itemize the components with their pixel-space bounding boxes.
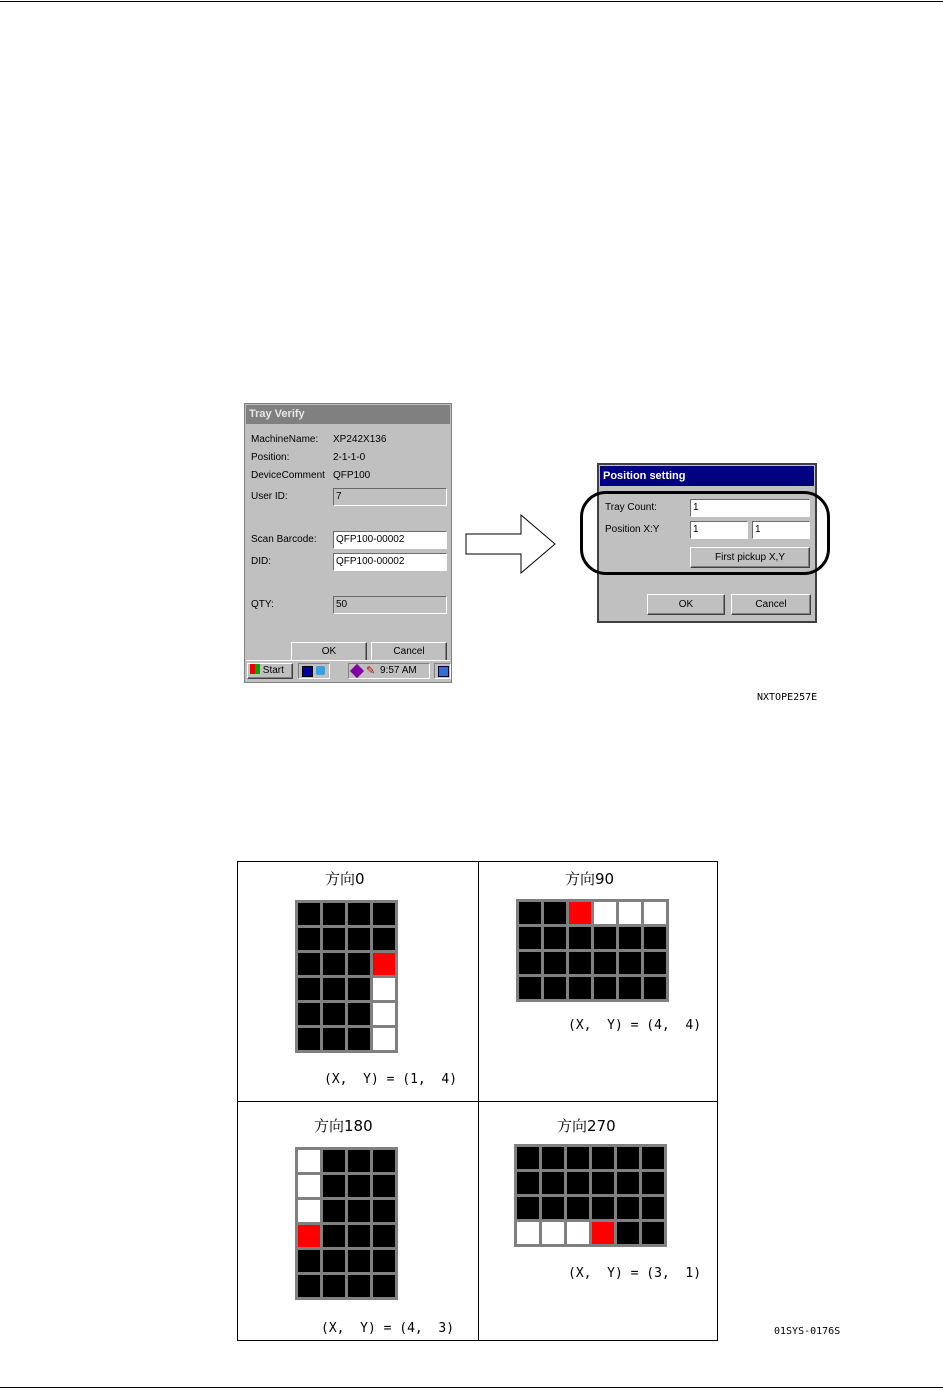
filled-cell (348, 1150, 370, 1172)
filled-cell (298, 1275, 320, 1297)
filled-cell (323, 928, 345, 950)
filled-cell (644, 927, 666, 949)
filled-cell (323, 1225, 345, 1247)
filled-cell (617, 1147, 639, 1169)
position-value: 2-1-1-0 (333, 452, 366, 463)
filled-cell (323, 1175, 345, 1197)
filled-cell (619, 977, 641, 999)
filled-cell (544, 977, 566, 999)
orientation-90-title: 方向90 (565, 870, 615, 888)
did-input[interactable]: QFP100-00002 (333, 553, 447, 571)
filled-cell (594, 927, 616, 949)
pen-input-icon[interactable]: ✎ (366, 665, 376, 677)
filled-cell (617, 1197, 639, 1219)
connection-icon[interactable] (350, 664, 364, 678)
filled-cell (569, 927, 591, 949)
filled-cell (569, 977, 591, 999)
filled-cell (373, 1250, 395, 1272)
filled-cell (617, 1222, 639, 1244)
empty-cell (644, 902, 666, 924)
filled-cell (373, 1225, 395, 1247)
filled-cell (348, 953, 370, 975)
filled-cell (298, 1003, 320, 1025)
filled-cell (519, 952, 541, 974)
tray-verify-title: Tray Verify (246, 405, 450, 424)
windows-flag-icon (250, 664, 260, 674)
filled-cell (373, 903, 395, 925)
qty-label: QTY: (251, 599, 274, 610)
filled-cell (519, 977, 541, 999)
position-label: Position: (251, 452, 290, 463)
empty-cell (567, 1222, 589, 1244)
taskbar (246, 660, 450, 681)
tray-count-label: Tray Count: (605, 502, 657, 513)
empty-cell (298, 1150, 320, 1172)
cancel-button[interactable]: Cancel (371, 642, 447, 662)
filled-cell (542, 1172, 564, 1194)
filled-cell (594, 952, 616, 974)
user-id-field[interactable]: 7 (333, 488, 447, 506)
filled-cell (544, 927, 566, 949)
orientation-270-coord: (X, Y) = (3, 1) (568, 1266, 702, 1281)
position-xy-label: Position X:Y (605, 524, 660, 535)
table-divider-horizontal (238, 1101, 717, 1102)
orientation-270-grid (514, 1144, 667, 1247)
filled-cell (348, 928, 370, 950)
first-pickup-cell (298, 1225, 320, 1247)
orientation-0-grid (295, 900, 398, 1053)
first-pickup-button[interactable]: First pickup X,Y (690, 547, 810, 568)
filled-cell (567, 1197, 589, 1219)
orientation-180-coord: (X, Y) = (4, 3) (321, 1321, 455, 1336)
filled-cell (642, 1172, 664, 1194)
user-id-label: User ID: (251, 491, 288, 502)
clock: 9:57 AM (380, 665, 417, 676)
orientation-90-grid (516, 899, 669, 1002)
filled-cell (542, 1147, 564, 1169)
filled-cell (298, 903, 320, 925)
filled-cell (544, 952, 566, 974)
filled-cell (642, 1197, 664, 1219)
filled-cell (592, 1197, 614, 1219)
top-rule (0, 1, 943, 2)
filled-cell (323, 1275, 345, 1297)
first-pickup-cell (569, 902, 591, 924)
filled-cell (517, 1147, 539, 1169)
empty-cell (594, 902, 616, 924)
filled-cell (642, 1222, 664, 1244)
empty-cell (373, 1028, 395, 1050)
filled-cell (348, 1200, 370, 1222)
empty-cell (298, 1200, 320, 1222)
orientation-0-title: 方向0 (325, 870, 365, 888)
filled-cell (519, 902, 541, 924)
filled-cell (373, 928, 395, 950)
tray-count-input[interactable]: 1 (690, 499, 810, 517)
filled-cell (323, 953, 345, 975)
orientation-table (237, 861, 718, 1341)
filled-cell (517, 1197, 539, 1219)
filled-cell (298, 1028, 320, 1050)
filled-cell (592, 1147, 614, 1169)
device-comment-value: QFP100 (333, 470, 371, 481)
ok-button[interactable]: OK (291, 642, 367, 662)
filled-cell (617, 1172, 639, 1194)
filled-cell (373, 1200, 395, 1222)
filled-cell (323, 1200, 345, 1222)
position-setting-title: Position setting (600, 466, 814, 486)
filled-cell (348, 1250, 370, 1272)
filled-cell (348, 978, 370, 1000)
filled-cell (348, 1003, 370, 1025)
orientation-90-coord: (X, Y) = (4, 4) (568, 1018, 702, 1033)
empty-cell (298, 1175, 320, 1197)
figure-code-2: 01SYS-0176S (774, 1326, 841, 1337)
arrow-right-icon (465, 514, 557, 574)
position-x-input[interactable]: 1 (690, 521, 748, 539)
scan-barcode-label: Scan Barcode: (251, 534, 317, 545)
filled-cell (348, 1225, 370, 1247)
filled-cell (348, 1175, 370, 1197)
filled-cell (323, 1250, 345, 1272)
filled-cell (567, 1172, 589, 1194)
desktop-icon[interactable] (302, 666, 313, 677)
filled-cell (298, 953, 320, 975)
start-button[interactable] (247, 663, 293, 679)
filled-cell (542, 1197, 564, 1219)
tray-verify-window (244, 403, 452, 683)
qty-field[interactable]: 50 (333, 596, 447, 614)
filled-cell (323, 1003, 345, 1025)
filled-cell (594, 977, 616, 999)
quick-launch (298, 663, 330, 679)
filled-cell (567, 1147, 589, 1169)
filled-cell (348, 1028, 370, 1050)
empty-cell (373, 1003, 395, 1025)
empty-cell (542, 1222, 564, 1244)
empty-cell (517, 1222, 539, 1244)
orientation-270-title: 方向270 (557, 1117, 616, 1135)
filled-cell (569, 952, 591, 974)
desktop-shortcut-icon (438, 666, 449, 677)
orientation-0-coord: (X, Y) = (1, 4) (324, 1072, 458, 1087)
first-pickup-cell (373, 953, 395, 975)
start-label: Start (262, 665, 284, 676)
system-tray (348, 663, 430, 679)
figure-code-1: NXTOPE257E (757, 692, 818, 703)
desktop-button[interactable] (434, 663, 451, 679)
filled-cell (619, 927, 641, 949)
machine-name-label: MachineName: (251, 434, 319, 445)
filled-cell (323, 903, 345, 925)
filled-cell (644, 952, 666, 974)
did-label: DID: (251, 556, 271, 567)
filled-cell (298, 1250, 320, 1272)
device-comment-label: DeviceComment (251, 470, 325, 481)
orientation-180-grid (295, 1147, 398, 1300)
empty-cell (619, 902, 641, 924)
highlight-oval (580, 491, 830, 575)
filled-cell (373, 1175, 395, 1197)
bottom-rule (0, 1387, 943, 1388)
filled-cell (298, 928, 320, 950)
filled-cell (348, 1275, 370, 1297)
machine-name-value: XP242X136 (333, 434, 387, 445)
filled-cell (323, 1150, 345, 1172)
filled-cell (619, 952, 641, 974)
filled-cell (592, 1172, 614, 1194)
filled-cell (644, 977, 666, 999)
orientation-180-title: 方向180 (314, 1117, 373, 1135)
ok-button[interactable]: OK (647, 594, 725, 615)
filled-cell (519, 927, 541, 949)
filled-cell (373, 1275, 395, 1297)
filled-cell (373, 1150, 395, 1172)
first-pickup-cell (592, 1222, 614, 1244)
filled-cell (348, 903, 370, 925)
empty-cell (373, 978, 395, 1000)
filled-cell (642, 1147, 664, 1169)
filled-cell (544, 902, 566, 924)
filled-cell (298, 978, 320, 1000)
filled-cell (517, 1172, 539, 1194)
position-y-input[interactable]: 1 (752, 521, 810, 539)
network-icon[interactable] (316, 666, 325, 675)
scan-barcode-input[interactable]: QFP100-00002 (333, 531, 447, 549)
filled-cell (323, 1028, 345, 1050)
filled-cell (323, 978, 345, 1000)
cancel-button[interactable]: Cancel (731, 594, 811, 615)
